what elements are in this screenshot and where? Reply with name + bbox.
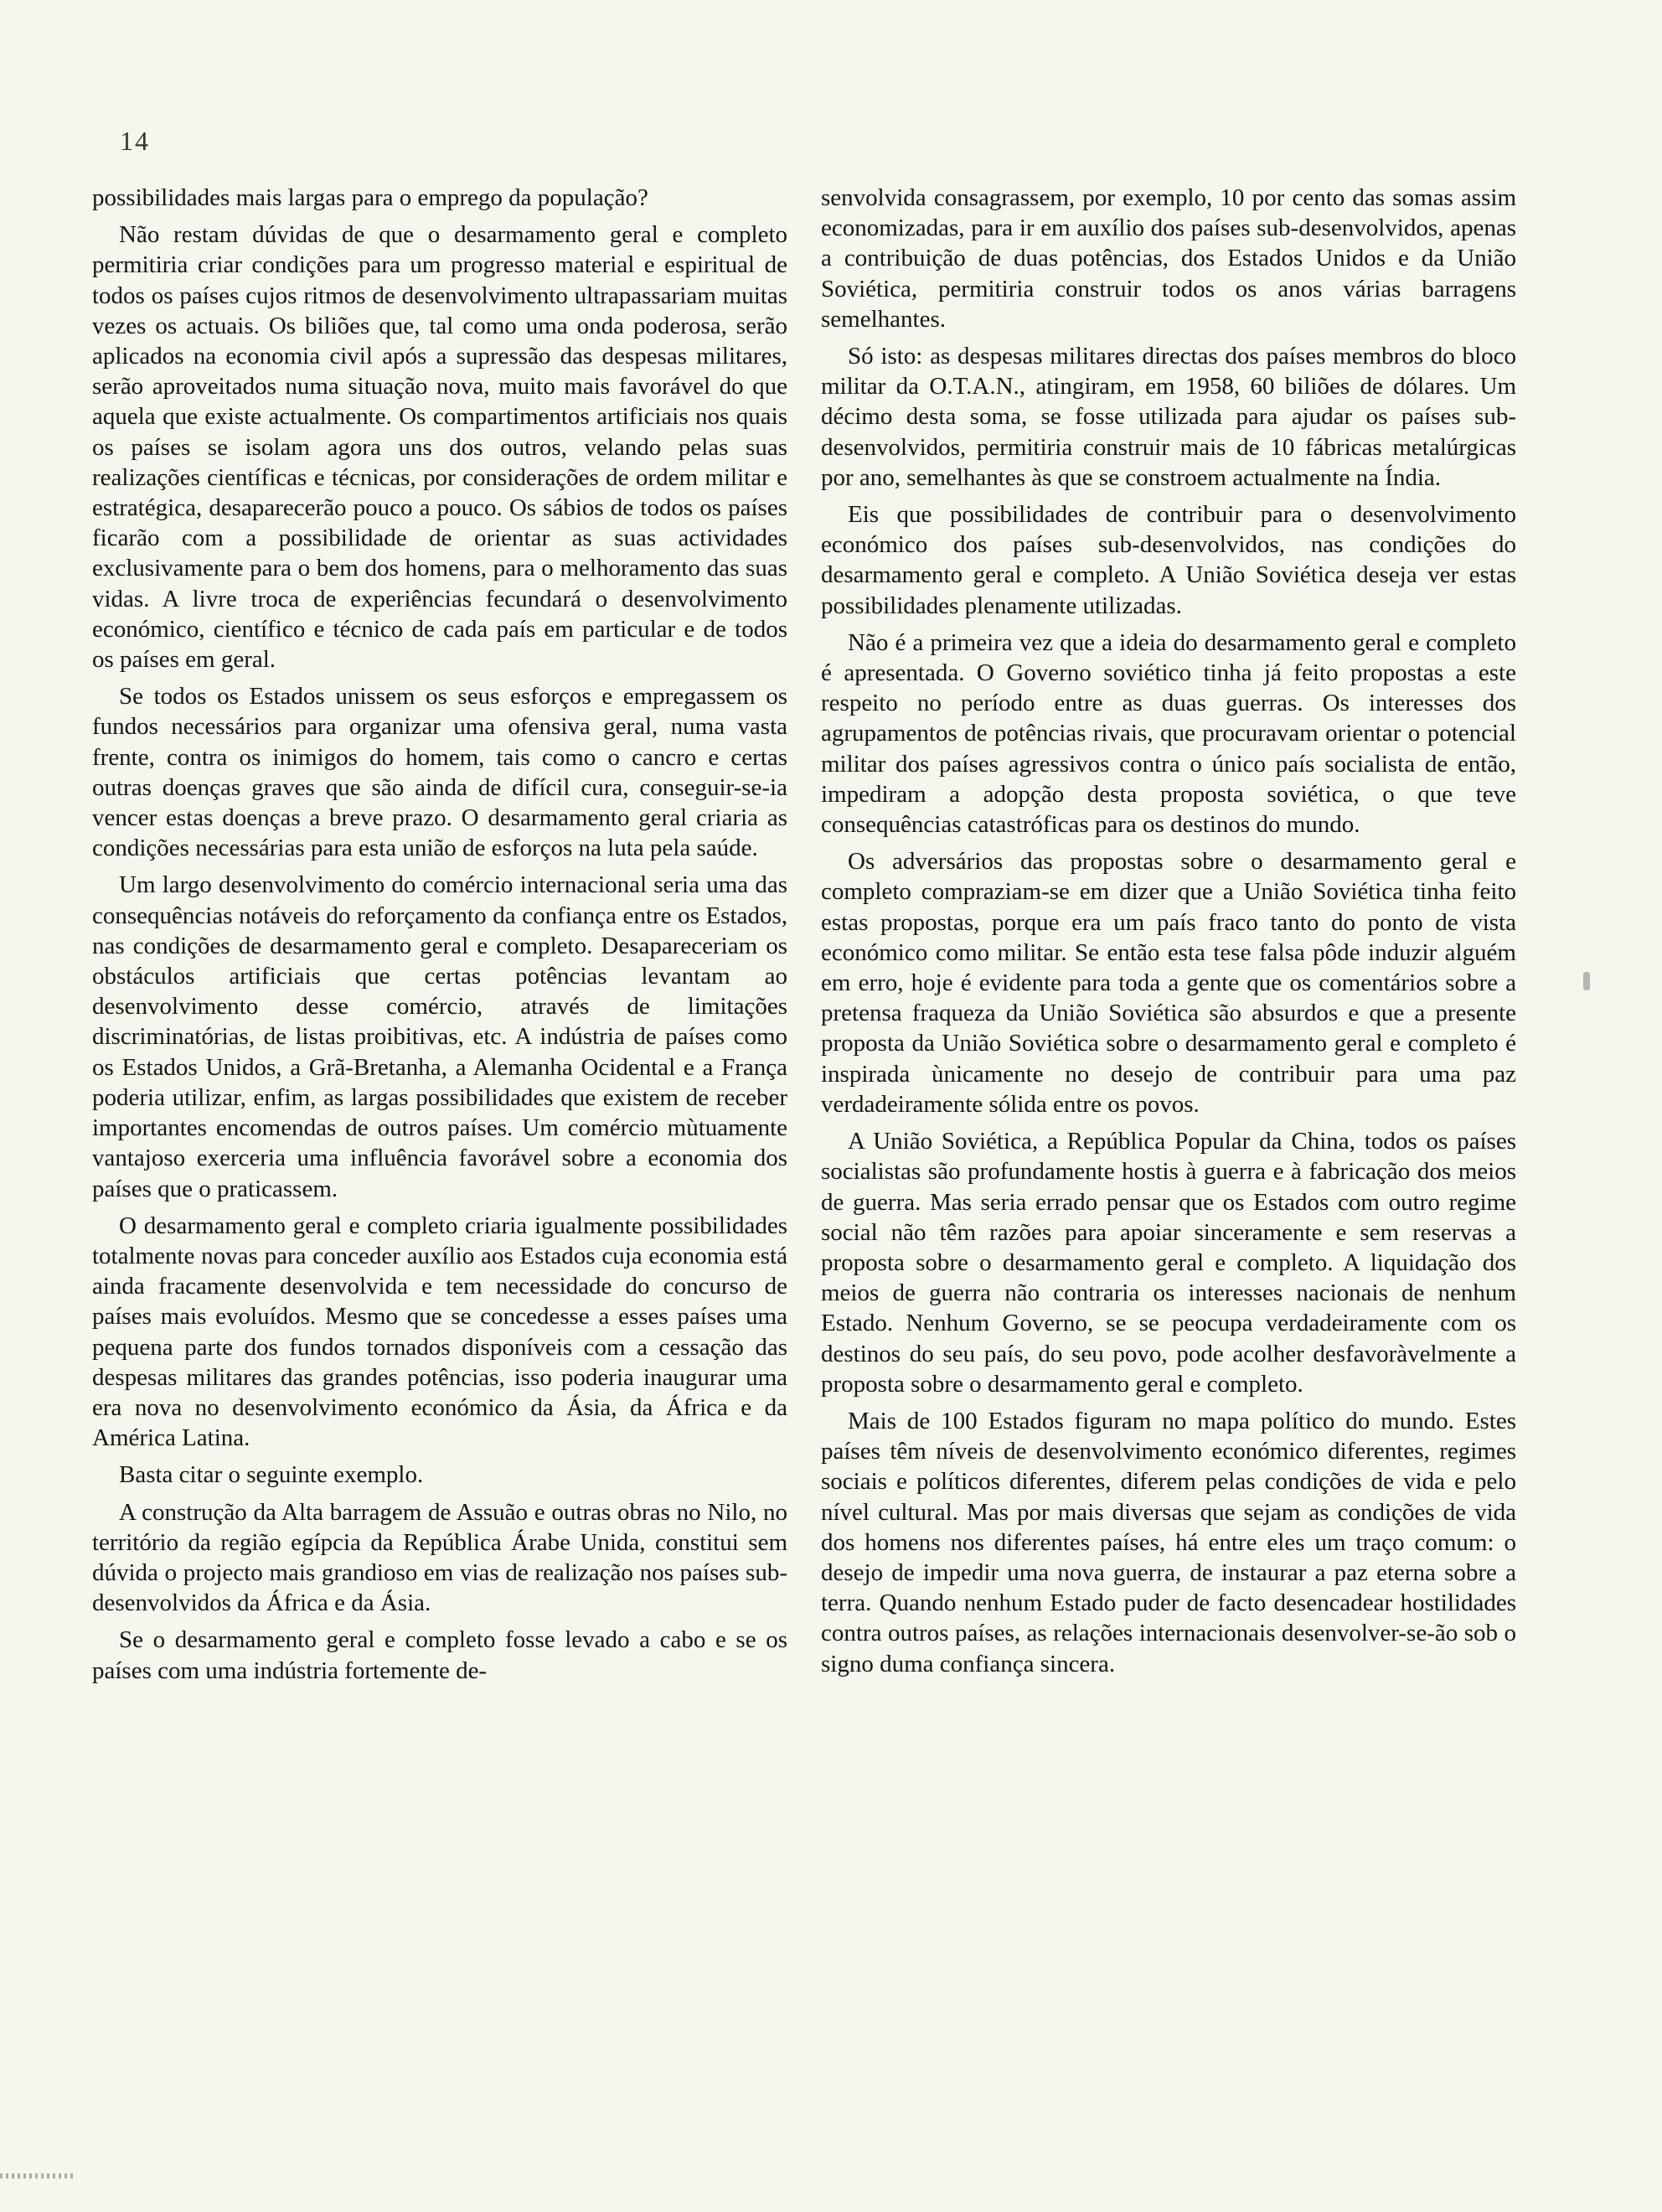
paragraph: Não restam dúvidas de que o desarmamento geral e completo permitiria criar condições para um progresso material e espiritual de todos os países cujos ritmos de desenvolvimento ultrapassariam muitas vezes os actuais. Os biliões que, tal como uma onda poderosa, serão aplicados na economia civil após a supressão das despesas militares, serão aproveitados numa situação nova, muito mais favorável do que aquela que existe actualmente. Os compartimentos artificiais nos quais os países se isolam agora uns dos outros, velando pelas suas realizações científicas e técnicas, por considerações de ordem militar e estratégica, desaparecerão pouco a pouco. Os sábios de todos os países ficarão com a possibilidade de orientar as suas actividades exclusivamente para o bem dos homens, para o melhoramento das suas vidas. A livre troca de experiências fecundará o desenvolvimento económico, científico e técnico de cada país em particular e de todos os países em geral.	[92, 221, 787, 674]
left-column	[92, 183, 787, 1693]
scan-noise	[0, 2173, 75, 2178]
paragraph: Os adversários das propostas sobre o desarmamento geral e completo compraziam-se em dizer que a União Soviética tinha feito estas propostas, porque era um país fraco tanto do ponto de vista económico como militar. Se então esta tese falsa pôde induzir alguém em erro, hoje é evidente para toda a gente que os comentários sobre a pretensa fraqueza da União Soviética são absurdos e que a presente proposta da União Soviética sobre o desarmamento geral e completo é inspirada ùnicamente no desejo de contribuir para uma paz verdadeiramente sólida entre os povos.	[821, 848, 1516, 1118]
paragraph: possibilidades mais largas para o emprego da população?	[92, 184, 648, 211]
paragraph: O desarmamento geral e completo criaria igualmente possibilidades totalmente novas para conceder auxílio aos Estados cuja economia está ainda fracamente desenvolvida e tem necessidade do concurso de países mais evoluídos. Mesmo que se concedesse a esses países uma pequena parte dos fundos tornados disponíveis com a cessação das despesas militares das grandes potências, isso poderia inaugurar uma era nova no desenvolvimento económico da Ásia, da África e da América Latina.	[92, 1212, 787, 1452]
paragraph: A União Soviética, a República Popular da China, todos os países socialistas são profundamente hostis à guerra e à fabricação dos meios de guerra. Mas seria errado pensar que os Estados com outro regime social não têm razões para apoiar sinceramente e sem reservas a proposta sobre o desarmamento geral e completo. A liquidação dos meios de guerra não contraria os interesses nacionais de nenhum Estado. Nenhum Governo, se se peocupa verdadeiramente com os destinos do seu país, do seu povo, pode acolher desfavoràvelmente a proposta sobre o desarmamento geral e completo.	[821, 1128, 1516, 1398]
scan-speck	[1583, 972, 1590, 990]
paragraph: Eis que possibilidades de contribuir para o desenvolvimento económico dos países sub-desenvolvidos, nas condições do desarmamento geral e completo. A União Soviética deseja ver estas possibilidades plenamente utilizadas.	[821, 501, 1516, 619]
paragraph: A construção da Alta barragem de Assuão e outras obras no Nilo, no território da região egípcia da República Árabe Unida, constitui sem dúvida o projecto mais grandioso em vias de realização nos países sub-desenvolvidos da África e da Ásia.	[92, 1498, 787, 1617]
paragraph: Se todos os Estados unissem os seus esforços e empregassem os fundos necessários para organizar uma ofensiva geral, numa vasta frente, contra os inimigos do homem, tais como o cancro e certas outras doenças graves que são ainda de difícil cura, conseguir-se-ia vencer estas doenças a breve prazo. O desarmamento geral criaria as condições necessárias para esta união de esforços na luta pela saúde.	[92, 683, 787, 862]
paragraph: senvolvida consagrassem, por exemplo, 10 por cento das somas assim economizadas, para ir em auxílio dos países sub-desenvolvidos, apenas a contribuição de duas potências, dos Estados Unidos e da União Soviética, permitiria construir todos os anos várias barragens semelhantes.	[821, 184, 1516, 333]
paragraph: Se o desarmamento geral e completo fosse levado a cabo e se os países com uma indústria fortemente de-	[92, 1626, 787, 1684]
page-number: 14	[120, 126, 150, 156]
paragraph: Um largo desenvolvimento do comércio internacional seria uma das consequências notáveis do reforçamento da confiança entre os Estados, nas condições de desarmamento geral e completo. Desapareceriam os obstáculos artificiais que certas potências levantam ao desenvolvimento desse comércio, através de limitações discriminatórias, de listas proibitivas, etc. A indústria de países como os Estados Unidos, a Grã-Bretanha, a Alemanha Ocidental e a França poderia utilizar, enfim, as largas possibilidades que existem de receber importantes encomendas de outros países. Um comércio mùtuamente vantajoso exerceria uma influência favorável sobre a economia dos países que o praticassem.	[92, 871, 787, 1202]
paragraph: Mais de 100 Estados figuram no mapa político do mundo. Estes países têm níveis de desenvolvimento económico diferentes, regimes sociais e políticos diferentes, diferem pelas condições de vida e pelo nível cultural. Mas por mais diversas que sejam as condições de vida dos homens nos diferentes países, há entre eles um traço comum: o desejo de impedir uma nova guerra, de instaurar a paz eterna sobre a terra. Quando nenhum Estado puder de facto desencadear hostilidades contra outros países, as relações internacionais desenvolver-se-ão sob o signo duma confiança sincera.	[821, 1407, 1516, 1677]
paragraph: Só isto: as despesas militares directas dos países membros do bloco militar da O.T.A.N., atingiram, em 1958, 60 biliões de dólares. Um décimo desta soma, se fosse utilizada para ajudar os países sub-desenvolvidos, permitiria construir mais de 10 fábricas metalúrgicas por ano, semelhantes às que se constroem actualmente na Índia.	[821, 343, 1516, 491]
paragraph: Não é a primeira vez que a ideia do desarmamento geral e completo é apresentada. O Governo soviético tinha já feito propostas a este respeito no período entre as duas guerras. Os interesses dos agrupamentos de potências rivais, que procuravam orientar o potencial militar dos países agressivos contra o único país socialista de então, impediram a adopção desta proposta soviética, o que teve consequências catastróficas para os destinos do mundo.	[821, 628, 1516, 839]
paragraph: Basta citar o seguinte exemplo.	[119, 1461, 424, 1489]
right-column	[821, 183, 1516, 1686]
